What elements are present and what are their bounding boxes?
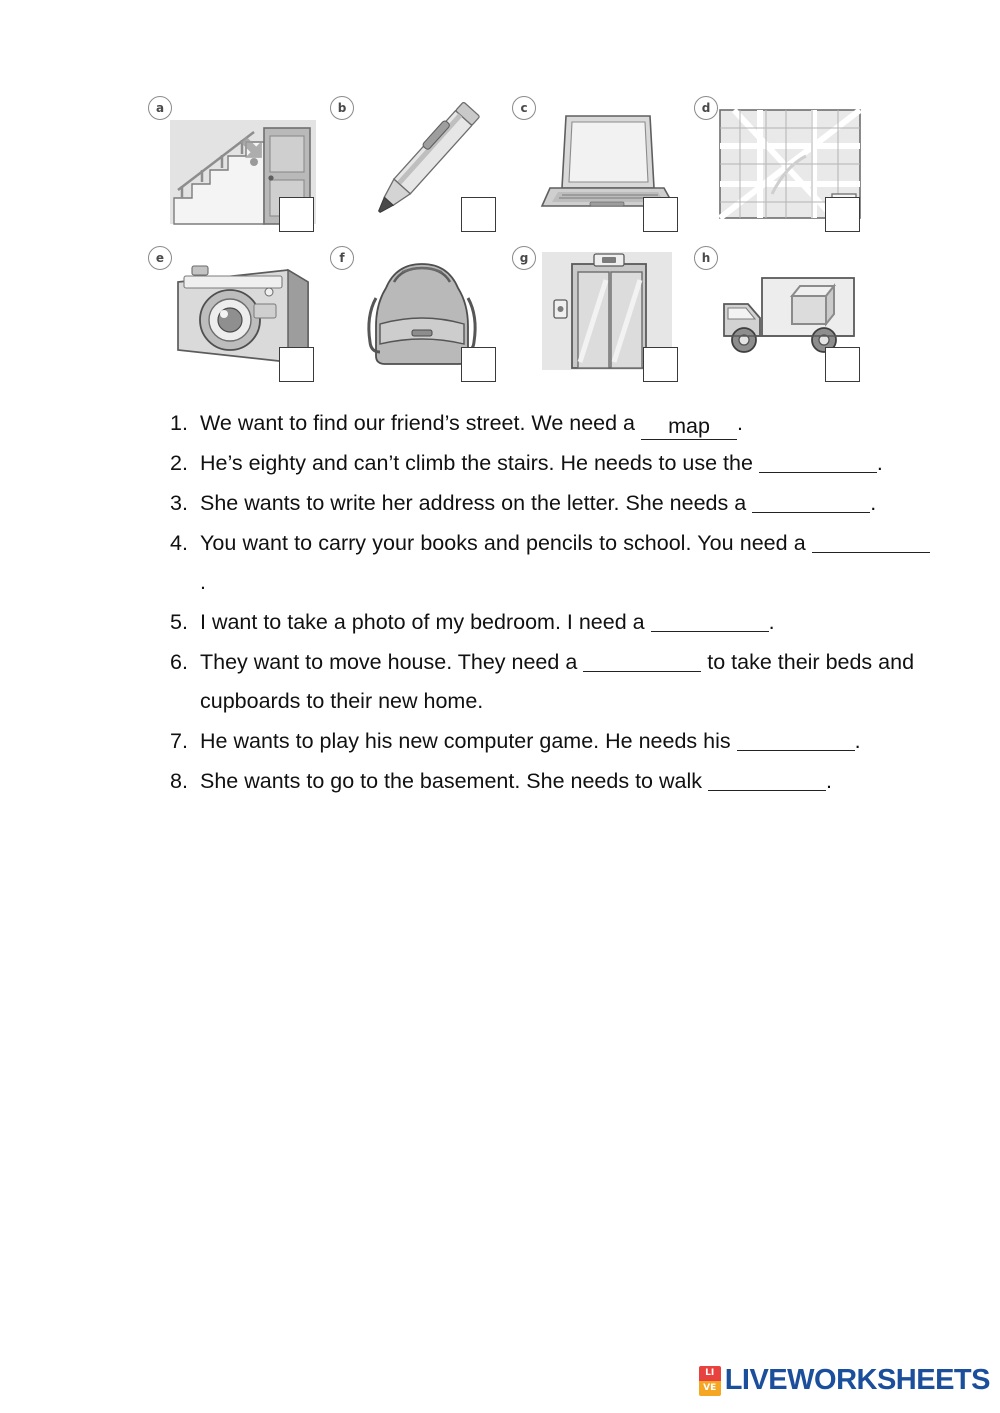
picture-row-1 <box>140 88 870 238</box>
question-text-part1: You want to carry your books and pencils to school. You need a <box>200 531 806 555</box>
question-text <box>200 404 930 443</box>
letter-badge-f: f <box>330 246 354 270</box>
question-number: 5. <box>170 610 188 634</box>
picture-cell-a <box>140 88 322 238</box>
question-text <box>200 484 930 523</box>
answer-blank[interactable] <box>583 671 701 672</box>
picture-cell-g <box>504 238 686 388</box>
answer-box-c[interactable] <box>643 197 678 232</box>
picture-cell-c <box>504 88 686 238</box>
answer-blank[interactable] <box>651 631 769 632</box>
question-number: 2. <box>170 451 188 475</box>
question-text-part2: . <box>737 411 743 435</box>
badge-line-2: VE <box>699 1381 721 1396</box>
badge-line-1: LI <box>699 1366 721 1381</box>
picture-grid <box>140 88 870 388</box>
answer-blank[interactable] <box>708 790 826 791</box>
question-text-part1: They want to move house. They need a <box>200 650 578 674</box>
picture-cell-b <box>322 88 504 238</box>
answer-blank[interactable] <box>812 552 930 553</box>
question-6 <box>170 643 930 721</box>
answer-box-e[interactable] <box>279 347 314 382</box>
question-text-part1: He’s eighty and can’t climb the stairs. He needs to use the <box>200 451 753 475</box>
question-text-part1: She wants to go to the basement. She needs to walk <box>200 769 702 793</box>
answer-box-b[interactable] <box>461 197 496 232</box>
question-3 <box>170 484 930 523</box>
question-text-part2: . <box>854 729 861 753</box>
question-1 <box>170 404 930 443</box>
question-text-part1: She wants to write her address on the letter. She needs a <box>200 491 747 515</box>
picture-cell-d <box>686 88 868 238</box>
answer-box-g[interactable] <box>643 347 678 382</box>
answer-blank[interactable] <box>759 472 877 473</box>
letter-badge-c: c <box>512 96 536 120</box>
questions-list <box>170 404 930 802</box>
question-5 <box>170 603 930 642</box>
question-text-part2: . <box>870 491 877 515</box>
question-number: 1. <box>170 411 188 435</box>
question-text <box>200 444 930 483</box>
answer-blank[interactable]: map <box>641 413 737 440</box>
question-text-part2: . <box>876 451 883 475</box>
picture-row-2 <box>140 238 870 388</box>
picture-cell-f <box>322 238 504 388</box>
question-text <box>200 643 930 721</box>
answer-box-d[interactable] <box>825 197 860 232</box>
question-8 <box>170 762 930 801</box>
question-number: 3. <box>170 491 188 515</box>
answer-blank[interactable] <box>752 512 870 513</box>
letter-badge-g: g <box>512 246 536 270</box>
question-4 <box>170 524 930 602</box>
picture-cell-h <box>686 238 868 388</box>
question-text-part1: We want to find our friend’s street. We need a <box>200 411 636 435</box>
question-number: 4. <box>170 531 188 555</box>
answer-blank[interactable] <box>737 750 855 751</box>
question-text-part1: I want to take a photo of my bedroom. I need a <box>200 610 645 634</box>
letter-badge-h: h <box>694 246 718 270</box>
question-text-part2: . <box>825 769 832 793</box>
question-text <box>200 762 930 801</box>
question-text-part2: . <box>200 570 206 594</box>
question-7 <box>170 722 930 761</box>
liveworksheets-brand-text: LIVEWORKSHEETS <box>724 1364 990 1396</box>
letter-badge-d: d <box>694 96 718 120</box>
liveworksheets-badge-icon <box>699 1366 721 1396</box>
question-2 <box>170 444 930 483</box>
letter-badge-e: e <box>148 246 172 270</box>
question-number: 7. <box>170 729 188 753</box>
question-number: 8. <box>170 769 188 793</box>
question-text <box>200 722 930 761</box>
answer-box-f[interactable] <box>461 347 496 382</box>
question-text-part2: . <box>768 610 775 634</box>
letter-badge-b: b <box>330 96 354 120</box>
picture-cell-e <box>140 238 322 388</box>
question-number: 6. <box>170 650 188 674</box>
letter-badge-a: a <box>148 96 172 120</box>
answer-box-a[interactable] <box>279 197 314 232</box>
liveworksheets-logo[interactable] <box>699 1364 990 1397</box>
question-text <box>200 524 930 602</box>
question-text-part2: to take their beds and cupboards to their new home. <box>200 650 915 713</box>
answer-box-h[interactable] <box>825 347 860 382</box>
question-text-part1: He wants to play his new computer game. He needs his <box>200 729 731 753</box>
question-text <box>200 603 930 642</box>
